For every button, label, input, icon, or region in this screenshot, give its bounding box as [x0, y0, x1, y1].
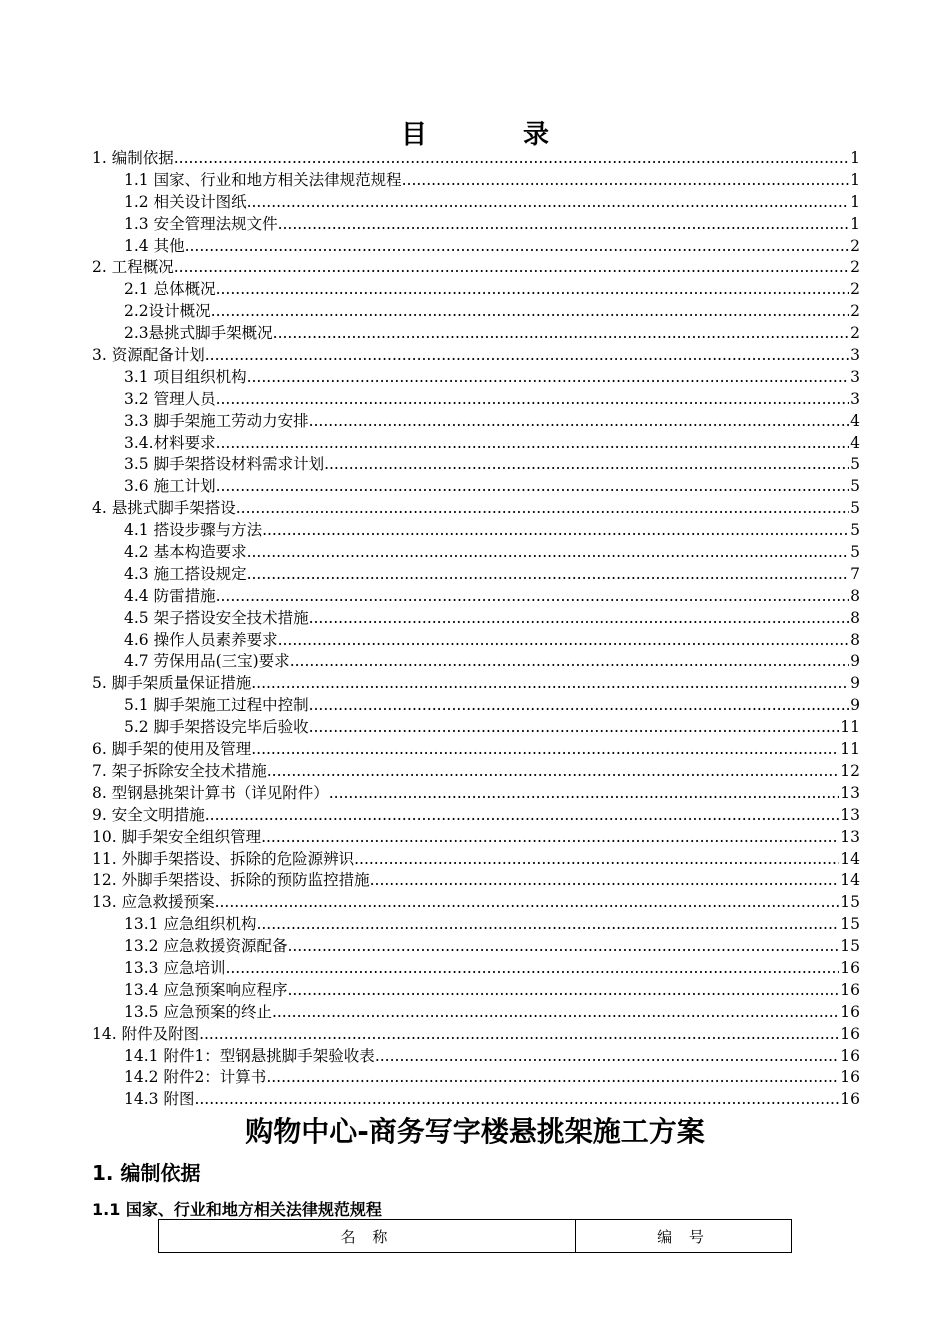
toc-entry-label: 11. 外脚手架搭设、拆除的危险源辨识: [92, 849, 355, 868]
toc-entry-label: 4. 悬挑式脚手架搭设: [92, 499, 236, 518]
toc-entry[interactable]: [92, 761, 860, 783]
toc-leader-dots: [309, 411, 850, 433]
toc-entry-page: 5: [850, 455, 860, 474]
toc-entry-page: 2: [850, 302, 860, 321]
toc-leader-dots: [247, 192, 850, 214]
toc-entry-label: 13.3 应急培训: [124, 958, 226, 977]
toc-leader-dots: [290, 651, 849, 673]
toc-entry[interactable]: [92, 1002, 860, 1024]
table-header-row: [159, 1220, 792, 1253]
toc-entry-page: 5: [850, 477, 860, 496]
document-title: 购物中心-商务写字楼悬挑架施工方案: [245, 1115, 705, 1148]
toc-entry-page: 4: [850, 411, 860, 430]
toc-entry[interactable]: [92, 695, 860, 717]
toc-leader-dots: [251, 739, 839, 761]
toc-entry-label: 4.1 搭设步骤与方法: [124, 521, 263, 540]
toc-entry-label: 8. 型钢悬挑架计算书（详见附件）: [92, 783, 329, 802]
toc-entry-label: 13.4 应急预案响应程序: [124, 980, 288, 999]
toc-entry-label: 1.2 相关设计图纸: [124, 192, 247, 211]
section-heading-1: 1. 编制依据: [92, 1161, 201, 1185]
toc-leader-dots: [354, 849, 839, 871]
toc-entry[interactable]: [92, 498, 860, 520]
toc-leader-dots: [216, 389, 850, 411]
toc-leader-dots: [174, 148, 849, 170]
toc-entry[interactable]: [92, 454, 860, 476]
toc-entry-page: 15: [840, 893, 860, 912]
toc-leader-dots: [211, 301, 849, 323]
toc-entry-label: 5. 脚手架质量保证措施: [92, 674, 252, 693]
toc-leader-dots: [309, 717, 840, 739]
toc-entry-page: 1: [850, 214, 860, 233]
toc-leader-dots: [225, 958, 839, 980]
toc-entry-page: 1: [850, 170, 860, 189]
regulations-table: [158, 1219, 792, 1253]
toc-entry[interactable]: [92, 564, 860, 586]
table-header-name: 名 称: [159, 1220, 576, 1253]
toc-entry-page: 13: [840, 827, 860, 846]
toc-leader-dots: [278, 214, 850, 236]
toc-entry-page: 8: [850, 586, 860, 605]
toc-leader-dots: [185, 236, 850, 258]
toc-entry-page: 15: [840, 915, 860, 934]
toc-entry-label: 4.2 基本构造要求: [124, 543, 247, 562]
toc-entry[interactable]: [92, 1046, 860, 1068]
toc-entry[interactable]: [92, 1067, 860, 1089]
toc-entry[interactable]: [92, 1089, 860, 1111]
toc-entry-page: 16: [840, 1090, 860, 1109]
toc-entry-label: 5.2 脚手架搭设完毕后验收: [124, 718, 309, 737]
toc-entry[interactable]: [92, 520, 860, 542]
toc-entry-label: 1.3 安全管理法规文件: [124, 214, 278, 233]
toc-entry[interactable]: [92, 608, 860, 630]
toc-title: [0, 114, 950, 151]
toc-entry[interactable]: [92, 279, 860, 301]
toc-leader-dots: [329, 783, 840, 805]
toc-entry[interactable]: [92, 980, 860, 1002]
toc-entry-label: 4.7 劳保用品(三宝)要求: [124, 652, 290, 671]
toc-entry-page: 11: [840, 740, 860, 759]
toc-entry-label: 10. 脚手架安全组织管理: [92, 827, 262, 846]
toc-entry-label: 4.5 架子搭设安全技术措施: [124, 608, 309, 627]
toc-entry[interactable]: [92, 870, 860, 892]
toc-entry[interactable]: [92, 717, 860, 739]
toc-entry-page: 1: [850, 192, 860, 211]
toc-entry-label: 3.1 项目组织机构: [124, 367, 247, 386]
toc-entry[interactable]: [92, 323, 860, 345]
toc-leader-dots: [272, 1002, 839, 1024]
toc-leader-dots: [247, 367, 850, 389]
toc-leader-dots: [174, 257, 849, 279]
toc-entry-page: 5: [850, 499, 860, 518]
toc-entry-page: 15: [840, 937, 860, 956]
toc-leader-dots: [199, 1024, 839, 1046]
toc-leader-dots: [375, 1046, 839, 1068]
toc-entry-page: 1: [850, 149, 860, 167]
toc-entry-label: 1.1 国家、行业和地方相关法律规范规程: [124, 170, 402, 189]
toc-title-char-2: 录: [523, 120, 550, 150]
toc-entry-label: 7. 架子拆除安全技术措施: [92, 761, 267, 780]
toc-entry-label: 13. 应急救援预案: [92, 893, 215, 912]
toc-entry-page: 2: [850, 280, 860, 299]
toc-leader-dots: [309, 695, 850, 717]
toc-leader-dots: [402, 170, 850, 192]
toc-entry-label: 2.1 总体概况: [124, 280, 216, 299]
toc-entry-page: 8: [850, 608, 860, 627]
toc-entry-label: 3.3 脚手架施工劳动力安排: [124, 411, 309, 430]
toc-entry[interactable]: [92, 345, 860, 367]
toc-leader-dots: [216, 433, 850, 455]
toc-entry-label: 3. 资源配备计划: [92, 346, 205, 365]
toc-entry-label: 1. 编制依据: [92, 149, 174, 167]
toc-entry-page: 7: [850, 564, 860, 583]
toc-entry-label: 9. 安全文明措施: [92, 805, 205, 824]
toc-leader-dots: [216, 476, 850, 498]
toc-entry-page: 13: [840, 783, 860, 802]
toc-entry[interactable]: [92, 1024, 860, 1046]
toc-leader-dots: [236, 498, 849, 520]
toc-entry[interactable]: [92, 914, 860, 936]
toc-entry[interactable]: [92, 433, 860, 455]
toc-entry-page: 3: [850, 367, 860, 386]
toc-entry-label: 14.3 附图: [124, 1090, 195, 1109]
toc-entry-page: 16: [840, 958, 860, 977]
toc-leader-dots: [278, 630, 850, 652]
toc-entry-label: 14. 附件及附图: [92, 1024, 200, 1043]
toc-entry-page: 3: [850, 346, 860, 365]
toc-leader-dots: [216, 279, 850, 301]
toc-entry[interactable]: [92, 236, 860, 258]
table-header-number: 编 号: [576, 1220, 792, 1253]
toc-leader-dots: [205, 345, 849, 367]
toc-entry-page: 9: [850, 652, 860, 671]
toc-entry-page: 3: [850, 389, 860, 408]
toc-leader-dots: [273, 323, 849, 345]
toc-entry[interactable]: [92, 805, 860, 827]
toc-entry[interactable]: [92, 892, 860, 914]
toc-entry[interactable]: [92, 651, 860, 673]
toc-entry-page: 16: [840, 1046, 860, 1065]
toc-entry[interactable]: [92, 257, 860, 279]
toc-leader-dots: [205, 805, 840, 827]
toc-entry[interactable]: [92, 849, 860, 871]
table-of-contents: [92, 148, 860, 1111]
toc-entry[interactable]: [92, 476, 860, 498]
toc-entry-page: 2: [850, 324, 860, 343]
toc-entry[interactable]: [92, 673, 860, 695]
toc-entry-page: 16: [840, 980, 860, 999]
toc-entry[interactable]: [92, 411, 860, 433]
toc-entry[interactable]: [92, 936, 860, 958]
toc-entry-page: 2: [850, 236, 860, 255]
toc-entry[interactable]: [92, 630, 860, 652]
toc-entry-label: 4.4 防雷措施: [124, 586, 216, 605]
toc-entry[interactable]: [92, 586, 860, 608]
toc-leader-dots: [287, 980, 839, 1002]
toc-entry[interactable]: [92, 389, 860, 411]
toc-entry[interactable]: [92, 827, 860, 849]
toc-entry-page: 5: [850, 521, 860, 540]
toc-entry-page: 13: [840, 805, 860, 824]
toc-entry-page: 5: [850, 543, 860, 562]
toc-entry[interactable]: [92, 148, 860, 170]
toc-entry-page: 16: [840, 1024, 860, 1043]
toc-entry[interactable]: [92, 542, 860, 564]
toc-entry-label: 3.2 管理人员: [124, 389, 216, 408]
toc-entry-page: 16: [840, 1068, 860, 1087]
toc-entry[interactable]: [92, 170, 860, 192]
toc-entry[interactable]: [92, 192, 860, 214]
toc-leader-dots: [247, 564, 850, 586]
toc-entry-page: 2: [850, 258, 860, 277]
toc-leader-dots: [287, 936, 839, 958]
toc-entry[interactable]: [92, 301, 860, 323]
toc-leader-dots: [256, 914, 839, 936]
toc-entry-label: 3.6 施工计划: [124, 477, 216, 496]
toc-leader-dots: [324, 454, 849, 476]
toc-entry[interactable]: [92, 739, 860, 761]
toc-entry-label: 1.4 其他: [124, 236, 185, 255]
toc-leader-dots: [216, 586, 850, 608]
toc-entry-page: 11: [840, 718, 860, 737]
toc-entry-label: 4.6 操作人员素养要求: [124, 630, 278, 649]
toc-entry-page: 8: [850, 630, 860, 649]
toc-leader-dots: [261, 827, 839, 849]
toc-entry-page: 14: [840, 849, 860, 868]
toc-leader-dots: [194, 1089, 839, 1111]
toc-entry-label: 13.1 应急组织机构: [124, 915, 257, 934]
toc-leader-dots: [267, 761, 840, 783]
toc-entry[interactable]: [92, 958, 860, 980]
toc-entry-label: 3.4.材料要求: [124, 433, 216, 452]
toc-entry-label: 2. 工程概况: [92, 258, 174, 277]
toc-entry-page: 9: [850, 674, 860, 693]
toc-entry[interactable]: [92, 783, 860, 805]
toc-entry-label: 3.5 脚手架搭设材料需求计划: [124, 455, 325, 474]
toc-title-char-1: 目: [400, 120, 427, 150]
toc-entry-page: 12: [840, 761, 860, 780]
toc-entry-label: 2.3悬挑式脚手架概况: [124, 324, 273, 343]
toc-entry-page: 16: [840, 1002, 860, 1021]
toc-entry-page: 14: [840, 871, 860, 890]
toc-entry-label: 2.2设计概况: [124, 302, 211, 321]
toc-leader-dots: [370, 870, 840, 892]
toc-entry-label: 12. 外脚手架搭设、拆除的预防监控措施: [92, 871, 370, 890]
toc-entry-label: 6. 脚手架的使用及管理: [92, 740, 252, 759]
toc-entry-label: 13.5 应急预案的终止: [124, 1002, 272, 1021]
toc-leader-dots: [309, 608, 850, 630]
section-heading-1-1: 1.1 国家、行业和地方相关法律规范规程: [92, 1200, 382, 1219]
toc-entry[interactable]: [92, 214, 860, 236]
toc-entry-label: 13.2 应急救援资源配备: [124, 937, 288, 956]
toc-leader-dots: [251, 673, 849, 695]
toc-entry-label: 4.3 施工搭设规定: [124, 564, 247, 583]
toc-entry[interactable]: [92, 367, 860, 389]
toc-leader-dots: [247, 542, 850, 564]
toc-leader-dots: [262, 520, 849, 542]
toc-entry-label: 14.1 附件1：型钢悬挑脚手架验收表: [124, 1046, 375, 1065]
toc-leader-dots: [215, 892, 840, 914]
toc-leader-dots: [266, 1067, 839, 1089]
toc-entry-label: 14.2 附件2：计算书: [124, 1068, 267, 1087]
toc-entry-page: 4: [850, 433, 860, 452]
toc-entry-page: 9: [850, 696, 860, 715]
toc-entry-label: 5.1 脚手架施工过程中控制: [124, 696, 309, 715]
